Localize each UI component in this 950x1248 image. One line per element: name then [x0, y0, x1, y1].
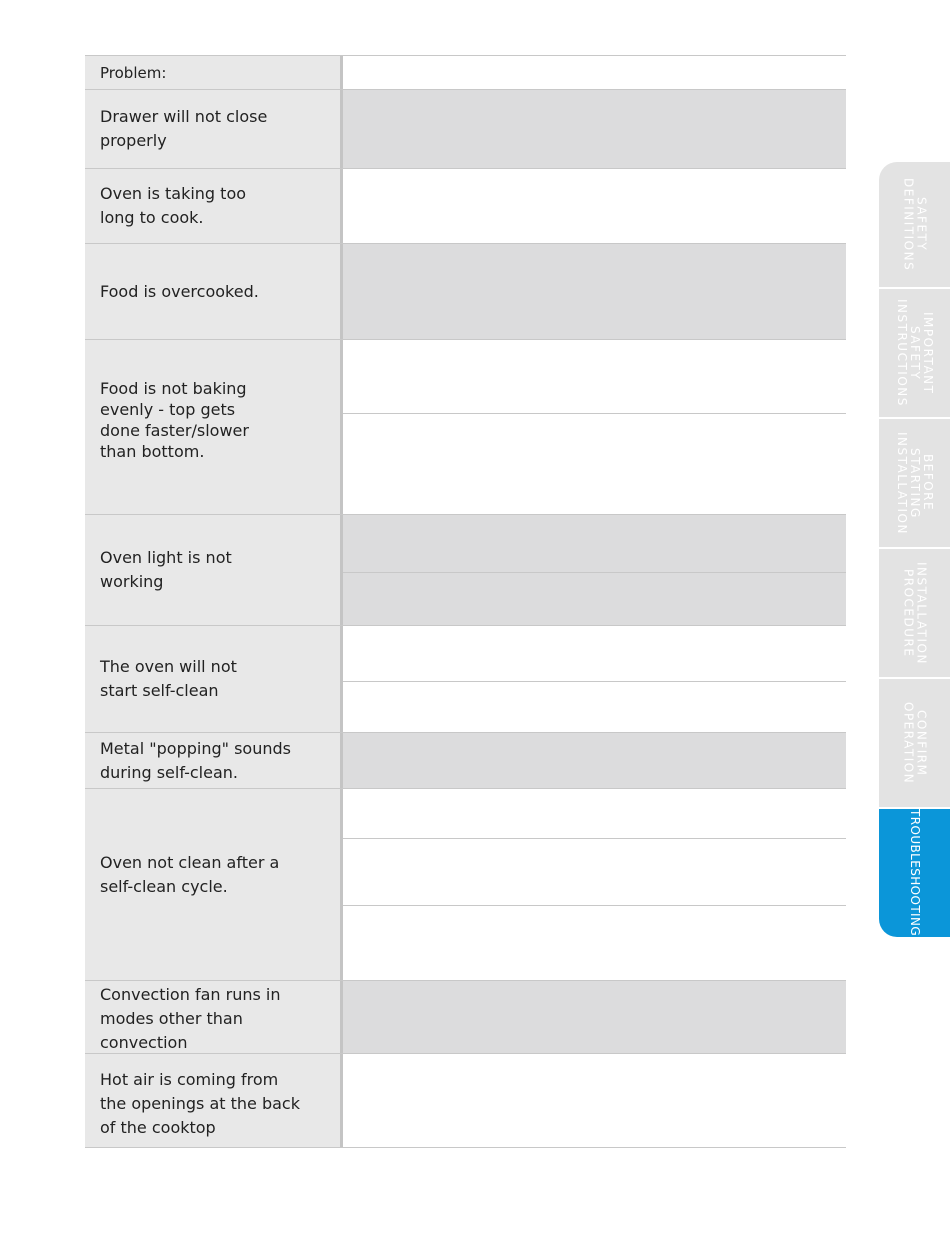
tab-installation-procedure[interactable] [879, 549, 950, 679]
table-row [85, 789, 846, 981]
solution-cells [343, 515, 846, 625]
solution-cells [343, 733, 846, 788]
solution-cell [343, 789, 846, 838]
problem-cell [85, 515, 343, 625]
solution-cells [343, 1054, 846, 1147]
solution-cell [343, 244, 846, 339]
solution-cells [343, 340, 846, 514]
tab-label: IMPORTANT SAFETY INSTRUCTIONS [895, 299, 935, 407]
table-row [85, 244, 846, 340]
solution-cell [343, 572, 846, 625]
tab-troubleshooting[interactable] [879, 809, 950, 937]
tab-label: BEFORE STARTING INSTALLATION [895, 431, 935, 535]
solution-cell [343, 838, 846, 905]
problem-text: Food is not baking evenly - top gets done faster/slower than bottom. [100, 379, 249, 461]
solution-cell [343, 626, 846, 681]
problem-text: Hot air is coming from the openings at the back of the cooktop [100, 1070, 300, 1137]
problem-column-header: Problem: [85, 56, 343, 89]
problem-text: Food is overcooked. [100, 281, 259, 301]
solution-column-header [343, 56, 846, 89]
tab-label: SAFETY DEFINITIONS [901, 177, 929, 272]
problem-cell [85, 340, 343, 514]
problem-cell [85, 626, 343, 732]
table-row [85, 626, 846, 733]
table-header-row [85, 56, 846, 90]
problem-cell [85, 733, 343, 788]
problem-text: Oven not clean after a self-clean cycle. [100, 852, 280, 896]
solution-cells [343, 169, 846, 243]
tab-label: TROUBLESHOOTING [908, 809, 922, 937]
solution-cells [343, 244, 846, 339]
solution-cell [343, 515, 846, 572]
solution-cell [343, 90, 846, 168]
problem-text: The oven will not start self-clean [100, 657, 237, 700]
problem-cell [85, 90, 343, 168]
troubleshooting-table [85, 55, 846, 1148]
solution-cells [343, 90, 846, 168]
problem-text: Oven light is not working [100, 548, 232, 591]
problem-cell [85, 789, 343, 980]
table-row [85, 169, 846, 244]
tab-important-safety-instructions[interactable] [879, 289, 950, 419]
tab-label: CONFIRM OPERATION [901, 701, 929, 785]
problem-text: Convection fan runs in modes other than convection [100, 985, 281, 1052]
solution-cell [343, 169, 846, 243]
problem-cell [85, 1054, 343, 1147]
solution-cell [343, 681, 846, 732]
solution-cell [343, 981, 846, 1053]
problem-text: Oven is taking too long to cook. [100, 184, 247, 227]
tab-safety-definitions[interactable] [879, 162, 950, 289]
solution-cells [343, 789, 846, 980]
table-row [85, 340, 846, 515]
tab-label: INSTALLATION PROCEDURE [901, 561, 929, 665]
solution-cell [343, 905, 846, 980]
problem-text: Drawer will not close properly [100, 107, 268, 150]
solution-cell [343, 56, 846, 89]
table-row [85, 90, 846, 169]
problem-text: Metal "popping" sounds during self-clean. [100, 738, 291, 782]
tab-confirm-operation[interactable] [879, 679, 950, 809]
solution-cell [343, 1054, 846, 1147]
problem-cell [85, 981, 343, 1053]
table-row [85, 733, 846, 789]
table-row [85, 1054, 846, 1148]
solution-cells [343, 626, 846, 732]
table-row [85, 981, 846, 1054]
tab-before-starting-installation[interactable] [879, 419, 950, 549]
problem-cell [85, 244, 343, 339]
solution-cell [343, 340, 846, 413]
solution-cell [343, 413, 846, 514]
table-row [85, 515, 846, 626]
solution-cell [343, 733, 846, 788]
problem-cell [85, 169, 343, 243]
section-nav-tabs [879, 162, 950, 937]
solution-cells [343, 981, 846, 1053]
